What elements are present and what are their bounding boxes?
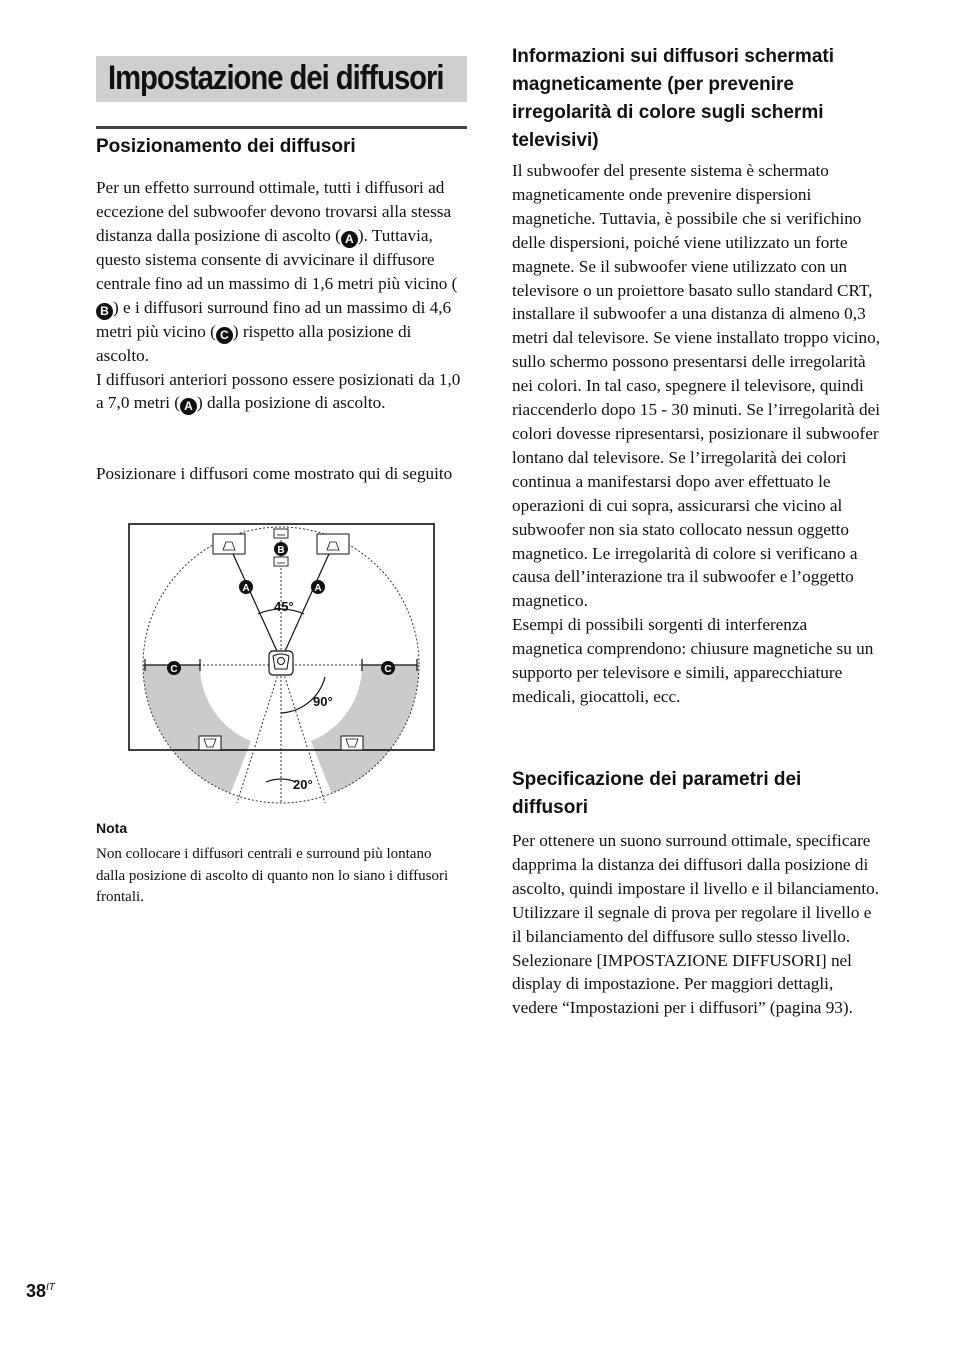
positioning-paragraph-1: Per un effetto surround ottimale, tutti i diffusori ad eccezione del subwoofer devono trovarsi alla stessa distanza dalla posizione di ascolto ( A ). Tuttavia, questo sistema consente di avvicinare il diffusore centrale fino ad un massimo di 1,6 metri più vicino (B ) e i diffusori surround fino ad un massimo di 4,6 metri più vicino ( C ) rispetto alla posizione di ascolto. <box>96 178 458 365</box>
angle-label-rear: 20° <box>293 777 313 792</box>
shielded-text <box>512 159 882 709</box>
label-c-right-marker <box>381 661 395 675</box>
svg-text:C: C <box>384 664 392 675</box>
page-title: Impostazione dei diffusori <box>108 59 444 97</box>
parameters-paragraph-2: Selezionare [IMPOSTAZIONE DIFFUSORI] nel display di impostazione. Per maggiori dettagli, vedere “Impostazioni per i diffusori” (pagina 93). <box>512 950 853 1018</box>
badge-b: B <box>96 303 113 320</box>
parameters-text <box>512 829 882 1020</box>
positioning-instruction: Posizionare i diffusori come mostrato qui di seguito <box>96 464 453 483</box>
surround-right-speaker-icon <box>341 736 363 750</box>
page-title-box <box>96 56 467 102</box>
positioning-paragraph-2: I diffusori anteriori possono essere posizionati da 1,0 a 7,0 metri ( A ) dalla posizione di ascolto. <box>96 369 461 414</box>
svg-text:A: A <box>314 583 322 594</box>
section-heading-positioning: Posizionamento dei diffusori <box>96 136 356 157</box>
page-number: $38^{IT}$ <box>26 1281 55 1301</box>
svg-text:C: C <box>170 664 178 675</box>
label-a-right-marker <box>311 580 325 594</box>
badge-c: C <box>216 327 233 344</box>
page-number-suffix: IT <box>46 1282 55 1293</box>
positioning-text <box>96 176 468 415</box>
badge-a: A <box>341 231 358 248</box>
shielded-paragraph-1: Il subwoofer del presente sistema è schermato magneticamente onde prevenire dispersioni magnetiche. Tuttavia, è possibile che si verifichino delle dispersioni, poiché viene utilizzato un forte magnete. Se il subwoofer viene utilizzato con un televisore o un proiettore basato sullo standard CRT, installare il subwoofer a una distanza di almeno 0,3 metri dal televisore. Se viene installato troppo vicino, sullo schermo possono presentarsi delle irregolarità nei colori. In tal caso, spegnere il televisore, quindi riaccenderlo dopo 15 - 30 minuti. Se l’irregolarità dei colori dovesse ripresentarsi, posizionare il subwoofer lontano dal televisore. Se l’irregolarità dei colori continua a manifestarsi dopo aver effettuato le operazioni di cui sopra, assicurarsi che vicino al subwoofer non sia stato collocato nessun oggetto magnetico. Le irregolarità di colore si verificano a causa dell’interazione tra il subwoofer e l’oggetto magnetico. <box>512 161 881 611</box>
front-right-speaker-icon <box>317 534 349 554</box>
surround-zone-left <box>125 665 251 810</box>
label-a-left-marker <box>239 580 253 594</box>
angle-label-front: 45° <box>274 599 294 614</box>
shielded-paragraph-2: Esempi di possibili sorgenti di interferenza magnetica comprendono: chiusure magnetiche su un supporto per televisore e simili, apparecchiature medicali, giocattoli, ecc. <box>512 615 874 706</box>
surround-left-speaker-icon <box>199 736 221 750</box>
svg-text:A: A <box>242 583 250 594</box>
speaker-placement-diagram <box>125 520 440 810</box>
label-b-marker <box>274 542 288 556</box>
note-text: Non collocare i diffusori centrali e surround più lontano dalla posizione di ascolto di quanto non lo siano i diffusori frontali. <box>96 846 449 905</box>
surround-zone-right <box>311 665 437 810</box>
front-left-speaker-icon <box>213 534 245 554</box>
section-rule <box>96 126 467 129</box>
badge-a: A <box>180 398 197 415</box>
listener-chair-icon <box>269 651 293 675</box>
section-heading-shielded: Informazioni sui diffusori schermati magneticamente (per prevenire irregolarità di colore sugli schermi televisivi) <box>512 46 834 151</box>
label-c-left-marker <box>167 661 181 675</box>
parameters-paragraph-1: Per ottenere un suono surround ottimale, specificare dapprima la distanza dei diffusori dalla posizione di ascolto, quindi impostare il livello e il bilanciamento. Utilizzare il segnale di prova per regolare il livello e il bilanciamento del diffusore sullo stesso livello. <box>512 831 880 946</box>
note-heading: Nota <box>96 820 128 836</box>
section-heading-parameters: Specificazione dei parametri dei diffusori <box>512 769 802 818</box>
svg-text:B: B <box>277 545 285 556</box>
angle-label-side: 90° <box>313 694 333 709</box>
